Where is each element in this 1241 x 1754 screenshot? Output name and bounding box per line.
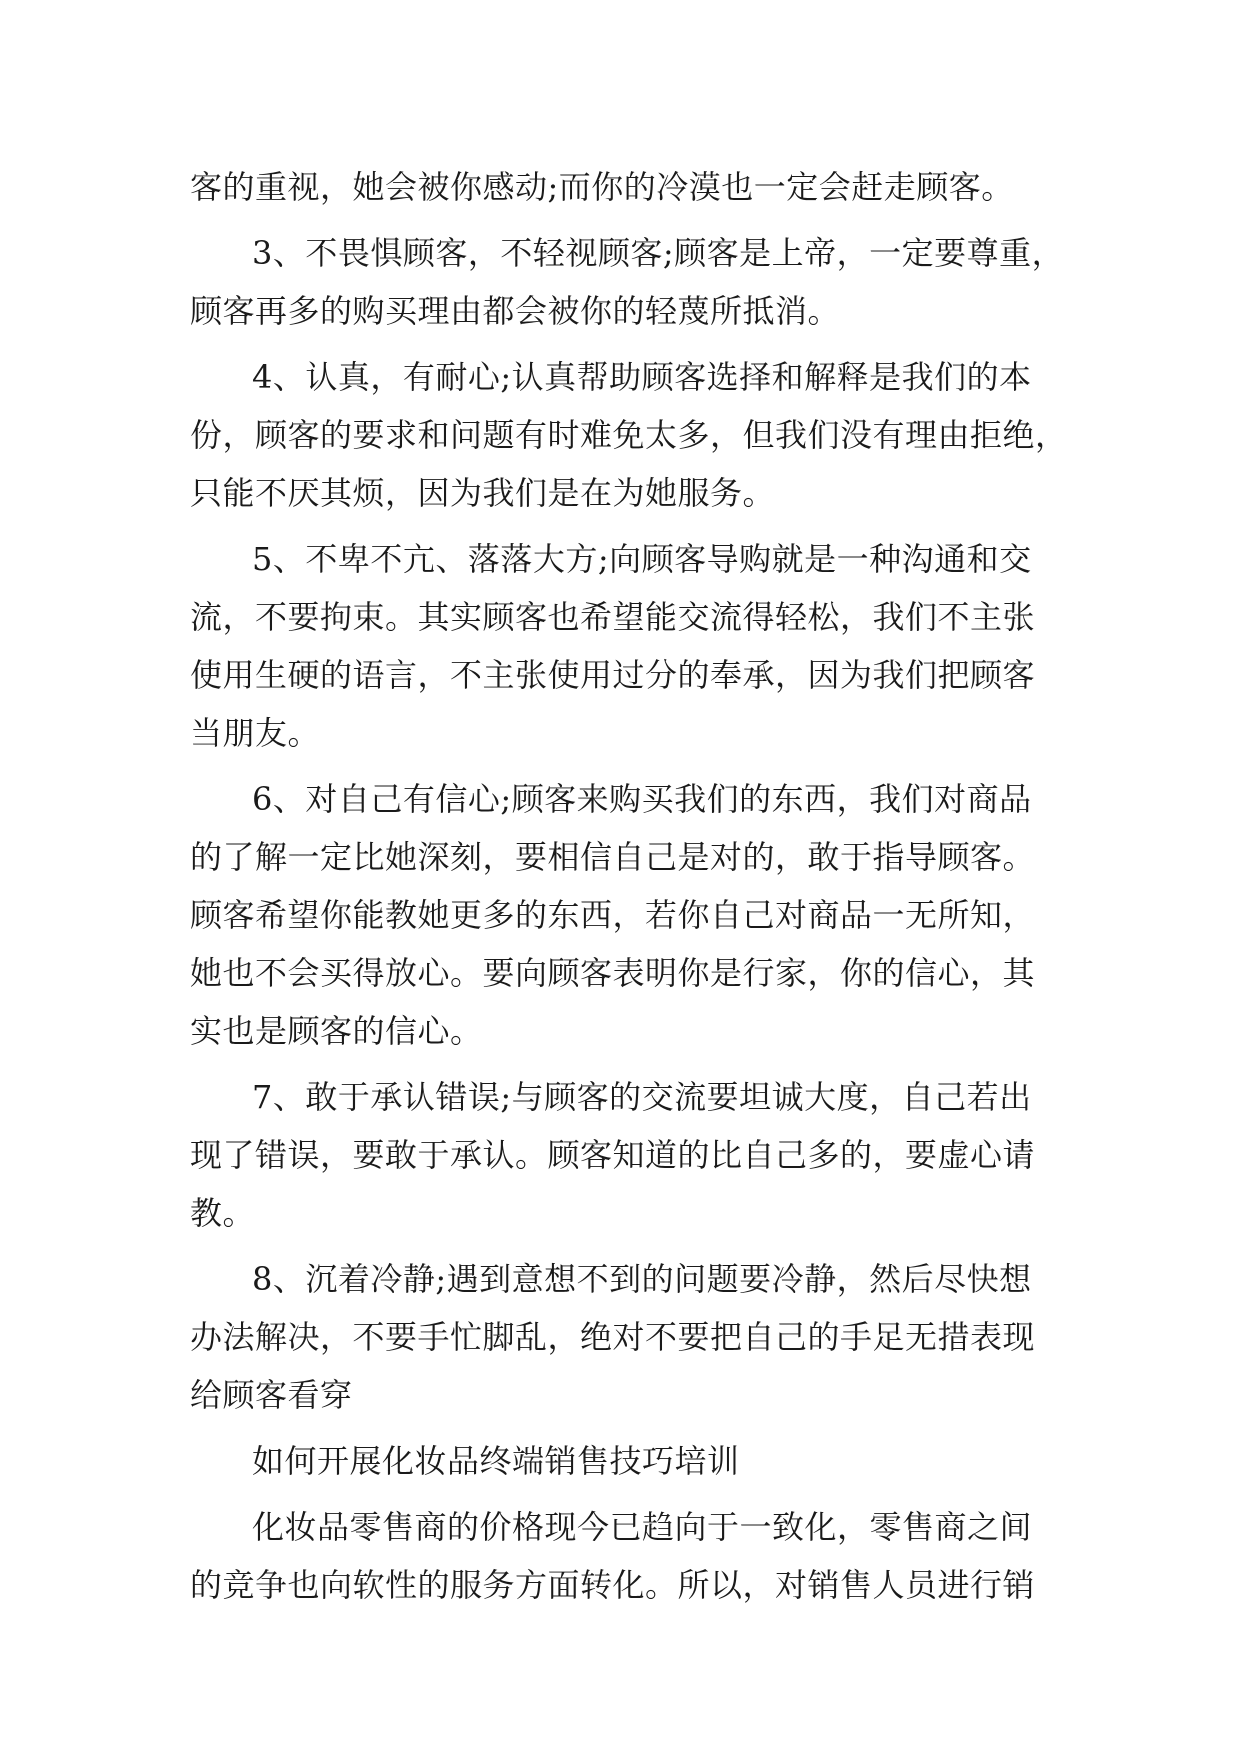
text-line: 6、对自己有信心;顾客来购买我们的东西，我们对商品 <box>252 780 1032 818</box>
text-line: 现了错误，要敢于承认。顾客知道的比自己多的，要虚心请 <box>190 1136 1036 1174</box>
text-line: 当朋友。 <box>190 714 321 752</box>
text-line: 她也不会买得放心。要向顾客表明你是行家，你的信心，其 <box>190 954 1036 992</box>
text-line: 的了解一定比她深刻，要相信自己是对的，敢于指导顾客。 <box>190 838 1036 876</box>
text-line: 使用生硬的语言，不主张使用过分的奉承，因为我们把顾客 <box>190 656 1036 694</box>
text-line: 3、不畏惧顾客，不轻视顾客;顾客是上帝，一定要尊重， <box>252 234 1065 272</box>
text-line: 7、敢于承认错误;与顾客的交流要坦诚大度，自己若出 <box>252 1078 1032 1116</box>
text-line: 的竞争也向软性的服务方面转化。所以，对销售人员进行销 <box>190 1566 1036 1604</box>
text-line: 顾客再多的购买理由都会被你的轻蔑所抵消。 <box>190 292 841 330</box>
text-line: 流，不要拘束。其实顾客也希望能交流得轻松，我们不主张 <box>190 598 1036 636</box>
text-line: 办法解决，不要手忙脚乱，绝对不要把自己的手足无措表现 <box>190 1318 1036 1356</box>
text-line: 如何开展化妆品终端销售技巧培训 <box>252 1442 740 1480</box>
text-line: 4、认真，有耐心;认真帮助顾客选择和解释是我们的本 <box>252 358 1032 396</box>
text-line: 5、不卑不亢、落落大方;向顾客导购就是一种沟通和交 <box>252 540 1032 578</box>
text-line: 份，顾客的要求和问题有时难免太多，但我们没有理由拒绝， <box>190 416 1068 454</box>
text-line: 化妆品零售商的价格现今已趋向于一致化，零售商之间 <box>252 1508 1033 1546</box>
text-line: 实也是顾客的信心。 <box>190 1012 483 1050</box>
text-line: 只能不厌其烦，因为我们是在为她服务。 <box>190 474 776 512</box>
text-line: 8、沉着冷静;遇到意想不到的问题要冷静，然后尽快想 <box>252 1260 1032 1298</box>
text-line: 顾客希望你能教她更多的东西，若你自己对商品一无所知， <box>190 896 1036 934</box>
text-line: 教。 <box>190 1194 256 1232</box>
text-line: 客的重视，她会被你感动;而你的冷漠也一定会赶走顾客。 <box>190 168 1014 206</box>
body-text <box>190 158 1068 1614</box>
text-line: 给顾客看穿 <box>190 1376 353 1414</box>
